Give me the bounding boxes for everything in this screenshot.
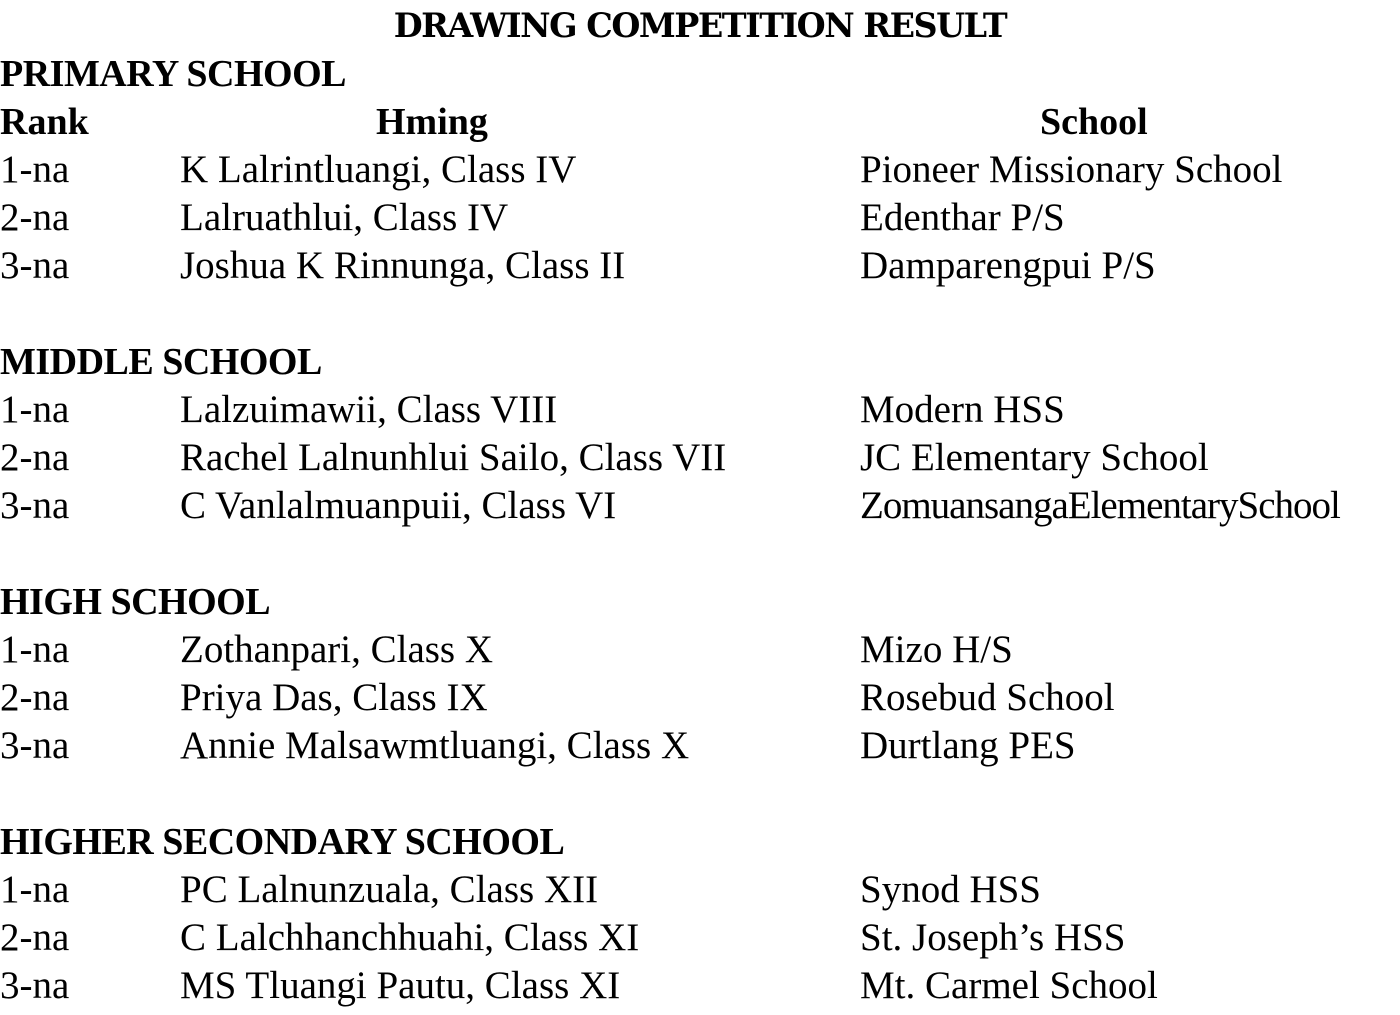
school-cell: Rosebud School — [860, 676, 1115, 719]
name-cell: C Vanlalmuanpuii, Class VI — [180, 484, 617, 527]
school-cell: ZomuansangaElementarySchool — [860, 484, 1340, 527]
table-row — [0, 386, 1400, 434]
table-row — [0, 626, 1400, 674]
name-cell: PC Lalnunzuala, Class XII — [180, 868, 599, 911]
school-cell: Damparengpui P/S — [860, 244, 1156, 287]
section-heading-primary: PRIMARY SCHOOL — [0, 53, 346, 95]
name-cell: Lalzuimawii, Class VIII — [180, 388, 558, 431]
section-heading-higher-secondary: HIGHER SECONDARY SCHOOL — [0, 821, 565, 863]
table-row — [0, 482, 1400, 530]
rank-cell: 3-na — [0, 244, 70, 287]
column-header-school: School — [1040, 101, 1148, 143]
school-cell: JC Elementary School — [860, 436, 1209, 479]
school-cell: St. Joseph’s HSS — [860, 916, 1126, 959]
school-cell: Mizo H/S — [860, 628, 1013, 671]
rank-cell: 1-na — [0, 148, 70, 191]
school-cell: Edenthar P/S — [860, 196, 1065, 239]
name-cell: Rachel Lalnunhlui Sailo, Class VII — [180, 436, 727, 479]
name-cell: Zothanpari, Class X — [180, 628, 494, 671]
name-cell: Annie Malsawmtluangi, Class X — [180, 724, 690, 767]
table-row — [0, 434, 1400, 482]
page-title: DRAWING COMPETITION RESULT — [393, 6, 1007, 46]
column-header-row — [0, 98, 1400, 146]
school-cell: Pioneer Missionary School — [860, 148, 1283, 191]
section-heading-middle: MIDDLE SCHOOL — [0, 341, 322, 383]
rank-cell: 2-na — [0, 196, 70, 239]
rank-cell: 1-na — [0, 388, 70, 431]
rank-cell: 3-na — [0, 964, 70, 1007]
name-cell: C Lalchhanchhuahi, Class XI — [180, 916, 640, 959]
school-cell: Durtlang PES — [860, 724, 1076, 767]
column-header-rank: Rank — [0, 101, 89, 143]
rank-cell: 1-na — [0, 868, 70, 911]
table-row — [0, 194, 1400, 242]
section-heading-high: HIGH SCHOOL — [0, 581, 271, 623]
table-row — [0, 242, 1400, 290]
name-cell: Priya Das, Class IX — [180, 676, 488, 719]
name-cell: Lalruathlui, Class IV — [180, 196, 509, 239]
column-header-name: Hming — [376, 101, 488, 143]
table-row — [0, 674, 1400, 722]
table-row — [0, 914, 1400, 962]
rank-cell: 2-na — [0, 676, 70, 719]
table-row — [0, 146, 1400, 194]
school-cell: Synod HSS — [860, 868, 1041, 911]
name-cell: K Lalrintluangi, Class IV — [180, 148, 577, 191]
rank-cell: 3-na — [0, 724, 70, 767]
table-row — [0, 722, 1400, 770]
name-cell: Joshua K Rinnunga, Class II — [180, 244, 626, 287]
rank-cell: 3-na — [0, 484, 70, 527]
table-row — [0, 962, 1400, 1010]
rank-cell: 1-na — [0, 628, 70, 671]
rank-cell: 2-na — [0, 916, 70, 959]
rank-cell: 2-na — [0, 436, 70, 479]
name-cell: MS Tluangi Pautu, Class XI — [180, 964, 621, 1007]
school-cell: Mt. Carmel School — [860, 964, 1158, 1007]
table-row — [0, 866, 1400, 914]
school-cell: Modern HSS — [860, 388, 1065, 431]
